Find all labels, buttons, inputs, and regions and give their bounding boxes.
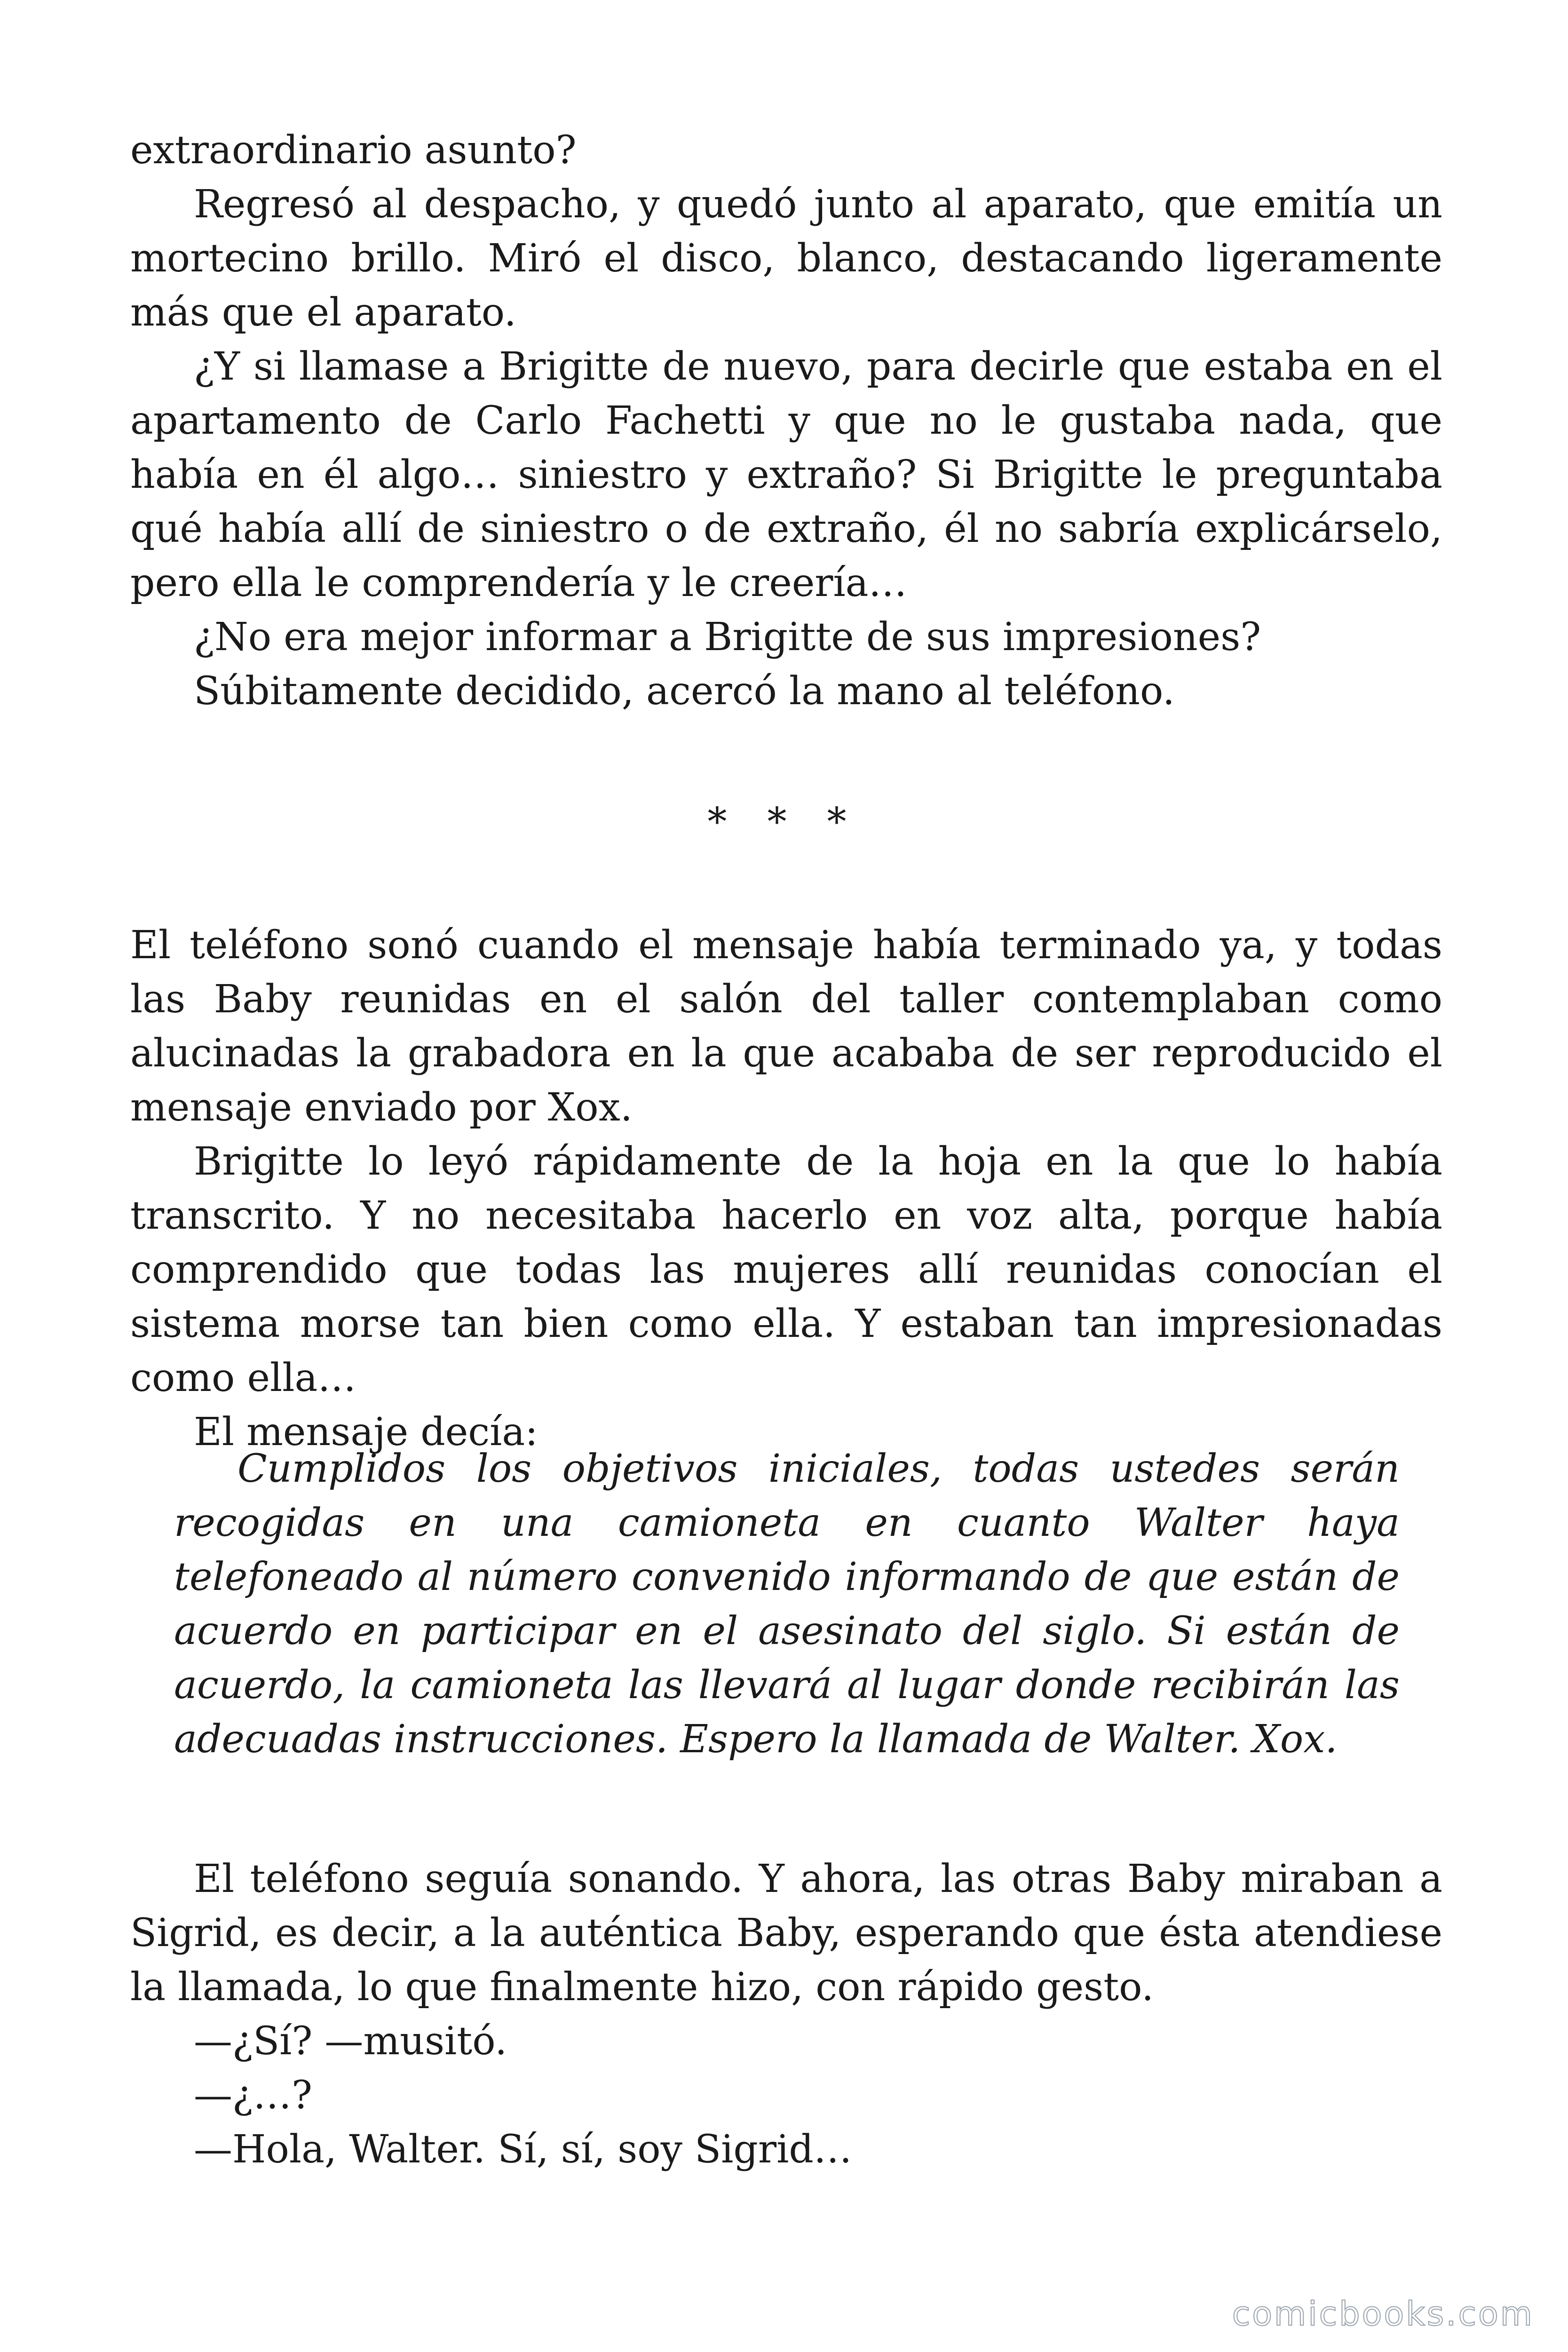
quoted-message-text: Cumplidos los objetivos iniciales, todas ustedes serán recogidas en una camioneta en cuanto Walter haya telefoneado al número convenido informando de que están de acuerdo en participar en el asesinato del siglo. Si están de acuerdo, la camioneta las llevará al lugar donde recibirán las adecuadas instrucciones. Espero la llamada de Walter. Xox. [174, 1446, 1400, 1762]
watermark: comicbooks.com [1232, 2295, 1534, 2333]
paragraph: ¿No era mejor informar a Brigitte de sus impresiones? [194, 615, 1261, 660]
dialogue-line: —¿Sí? —musitó. [194, 2019, 507, 2064]
text-section-message [130, 918, 1442, 1459]
paragraph: ¿Y si llamase a Brigitte de nuevo, para decirle que estaba en el apartamento de Carlo Fachetti y que no le gustaba nada, que había en él algo… siniestro y extraño? Si Brigitte le preguntaba qué había allí de siniestro o de extraño, él no sabría explicárselo, pero ella le comprendería y le creería… [130, 344, 1442, 605]
paragraph: El mensaje decía: [194, 1410, 538, 1454]
text-section-call [130, 1852, 1442, 2177]
dialogue-line: —¿…? [194, 2073, 312, 2118]
paragraph: Regresó al despacho, y quedó junto al aparato, que emitía un mortecino brillo. Miró el disco, blanco, destacando ligeramente más que el aparato. [130, 182, 1442, 335]
paragraph: Brigitte lo leyó rápidamente de la hoja en la que lo había transcrito. Y no necesitaba hacerlo en voz alta, porque había comprendido que todas las mujeres allí reunidas conocían el sistema morse tan bien como ella. Y estaban tan impresionadas como ella… [130, 1139, 1442, 1400]
dialogue-line: —Hola, Walter. Sí, sí, soy Sigrid… [194, 2127, 852, 2172]
paragraph: El teléfono sonó cuando el mensaje había terminado ya, y todas las Baby reunidas en el salón del taller contemplaban como alucinadas la grabadora en la que acababa de ser reproducido el mensaje enviado por Xox. [130, 923, 1442, 1130]
quoted-message [174, 1442, 1400, 1766]
text-section-opening [130, 123, 1442, 718]
paragraph: Súbitamente decidido, acercó la mano al teléfono. [194, 669, 1175, 714]
scene-break-separator: * * * [707, 800, 861, 844]
paragraph: extraordinario asunto? [130, 128, 577, 173]
paragraph: El teléfono seguía sonando. Y ahora, las otras Baby miraban a Sigrid, es decir, a la auténtica Baby, esperando que ésta atendiese la llamada, lo que finalmente hizo, con rápido gesto. [130, 1857, 1442, 2010]
